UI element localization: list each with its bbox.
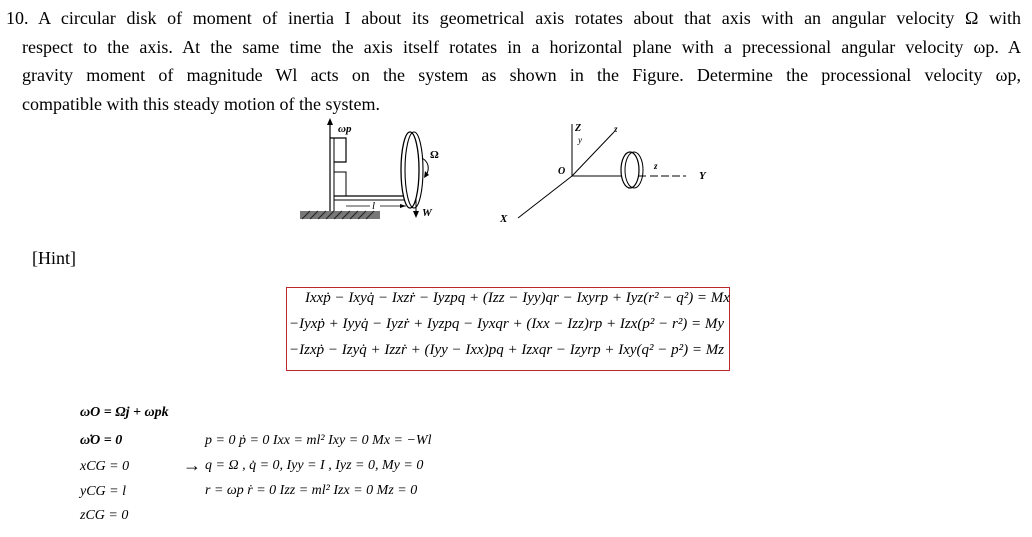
problem-line-4: compatible with this steady motion of the system. — [22, 93, 380, 114]
z-cg: zCG = 0 — [80, 508, 129, 523]
problem-line-1-text: A circular disk of moment of inertia I about its geometrical axis rotates about that axis with an angular velocity Ω with — [38, 8, 1021, 28]
equations-box — [286, 287, 730, 371]
bracket — [330, 138, 346, 162]
label-omega-p: ωp — [338, 123, 352, 135]
y-cg: yCG = l — [80, 484, 126, 499]
problem-statement — [6, 4, 1021, 118]
label-z-top: z — [614, 124, 618, 134]
label-y: y — [578, 135, 582, 145]
right-disk — [621, 152, 639, 188]
label-X: X — [500, 213, 508, 225]
problem-line-1 — [6, 4, 1021, 33]
x-axis — [518, 176, 572, 218]
label-W: W — [422, 207, 432, 219]
euler-eq-3: −Izxṗ − Izyq̇ + Izzṙ + (Iyy − Ixx)pq + Izxqr − Izyrp + Ixy(q² − p²) = Mz — [289, 342, 725, 358]
values-row-3: r = ωp ṙ = 0 Izz = ml² Izx = 0 Mz = 0 — [205, 483, 418, 498]
label-Z: Z — [575, 123, 582, 134]
ground-hatch — [300, 211, 380, 219]
omega-p-arrow — [327, 118, 333, 125]
label-Y: Y — [699, 170, 706, 182]
omega-vector: ωO = Ωj + ωpk — [80, 405, 169, 420]
problem-number: 10. — [6, 8, 29, 28]
disk — [401, 132, 419, 208]
x-cg: xCG = 0 — [80, 459, 130, 474]
values-row-1: p = 0 ṗ = 0 Ixx = ml² Ixy = 0 Mx = −Wl — [205, 433, 432, 448]
weight-arrow — [413, 211, 419, 218]
left-figure — [298, 118, 448, 230]
label-Omega: Ω — [430, 149, 439, 161]
euler-eq-1: Ixxṗ − Ixyq̇ − Ixzṙ − Iyzpq + (Izz − Iyy)qr − Ixyrp + Iyz(r² − q²) = Mx — [305, 290, 730, 306]
label-l: l — [372, 200, 376, 212]
label-z-axis: z — [654, 161, 658, 171]
problem-line-3: gravity moment of magnitude Wl acts on the system as shown in the Figure. Determine the processional velocity ωp, — [22, 65, 1021, 85]
hint-label: [Hint] — [32, 248, 76, 268]
implies-arrow: → — [183, 455, 201, 475]
omega-dot: ω̇O = 0 — [80, 433, 123, 448]
problem-line-2: respect to the axis. At the same time the axis itself rotates in a horizontal plane with a precessional angular velocity ωp. A — [22, 36, 1021, 57]
right-figure — [496, 118, 721, 230]
values-row-2: q = Ω , q̇ = 0, Iyy = I , Iyz = 0, My = 0 — [205, 458, 424, 473]
label-O: O — [558, 166, 566, 177]
euler-eq-2: −Iyxṗ + Iyyq̇ − Iyzṙ + Iyzpq − Iyxqr + (Ixx − Izz)rp + Izx(p² − r²) = My — [289, 316, 725, 332]
